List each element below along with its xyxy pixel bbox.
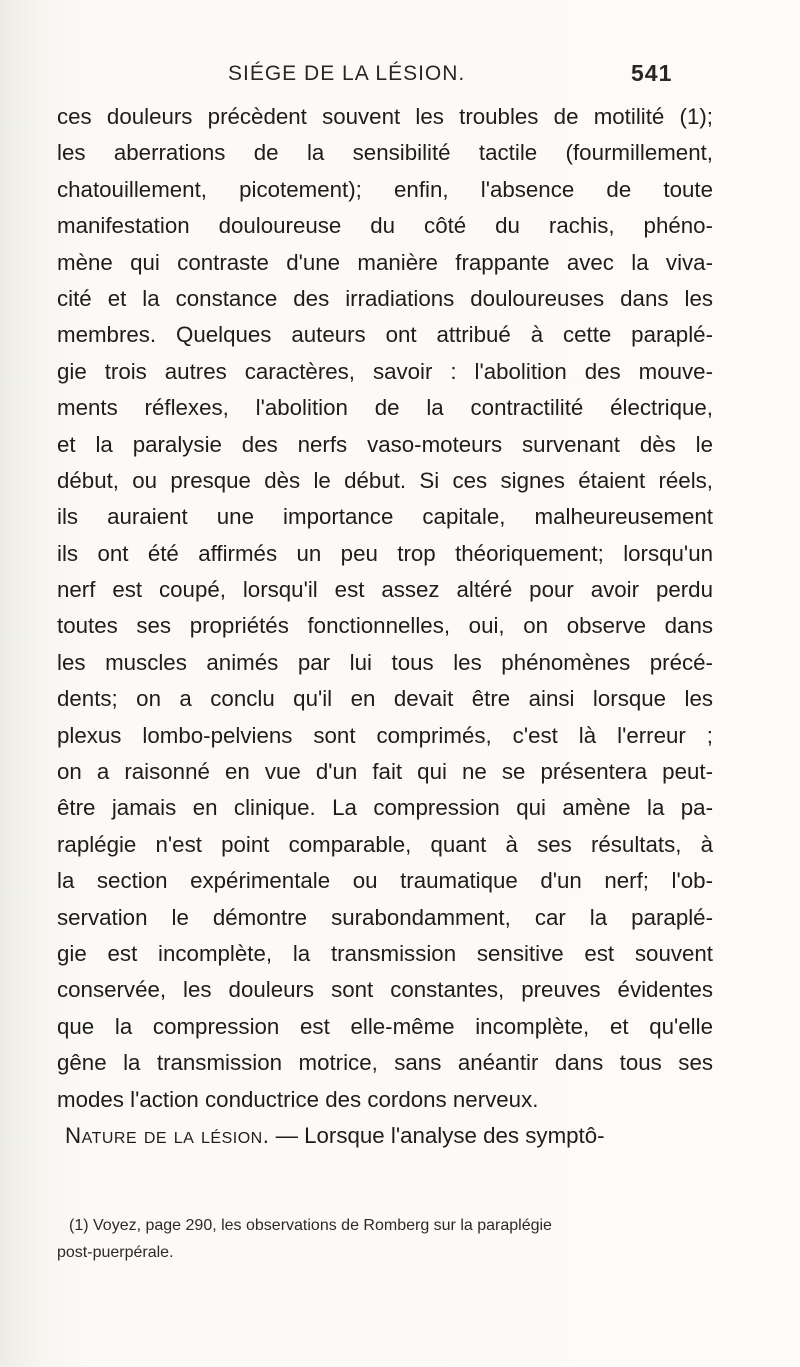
text-line: que la compression est elle-même incomplète, et qu'elle (57, 1013, 713, 1039)
text-line: les muscles animés par lui tous les phénomènes précé- (57, 649, 713, 675)
text-line: raplégie n'est point comparable, quant à ses résultats, à (57, 831, 713, 857)
body-text (57, 99, 713, 1154)
text-line: gêne la transmission motrice, sans anéantir dans tous ses (57, 1050, 713, 1076)
running-title: SIÉGE DE LA LÉSION. (228, 62, 466, 85)
text-line: cité et la constance des irradiations douloureuses dans les (57, 285, 713, 311)
section-line (57, 1118, 713, 1154)
footnote-line: (1) Voyez, page 290, les observations de Romberg sur la paraplégie (69, 1217, 552, 1234)
text-line: dents; on a conclu qu'il en devait être ainsi lorsque les (57, 686, 713, 712)
text-line: ils auraient une importance capitale, malheureusement (57, 504, 713, 530)
footnotes (57, 1212, 713, 1266)
text-line: gie est incomplète, la transmission sensitive est souvent (57, 940, 713, 966)
section-text: — Lorsque l'analyse des symptô- (275, 1122, 605, 1148)
text-line: servation le démontre surabondamment, car la paraplé- (57, 904, 713, 930)
text-line: conservée, les douleurs sont constantes, preuves évidentes (57, 977, 713, 1003)
text-line: toutes ses propriétés fonctionnelles, oui, on observe dans (57, 613, 713, 639)
text-line: les aberrations de la sensibilité tactile (fourmillement, (57, 140, 713, 166)
text-line: gie trois autres caractères, savoir : l'abolition des mouve- (57, 358, 713, 384)
text-line: modes l'action conductrice des cordons nerveux. (57, 1086, 539, 1112)
text-line: plexus lombo-pelviens sont comprimés, c'est là l'erreur ; (57, 722, 713, 748)
text-line: début, ou presque dès le début. Si ces signes étaient réels, (57, 467, 713, 493)
text-line: être jamais en clinique. La compression qui amène la pa- (57, 795, 713, 821)
footnote-line: post-puerpérale. (57, 1244, 174, 1261)
section-heading: Nature de la lésion. (65, 1122, 270, 1148)
text-line: mène qui contraste d'une manière frappante avec la viva- (57, 249, 713, 275)
text-line: ils ont été affirmés un peu trop théoriquement; lorsqu'un (57, 540, 713, 566)
text-line: ments réflexes, l'abolition de la contractilité électrique, (57, 395, 713, 421)
text-line: on a raisonné en vue d'un fait qui ne se présentera peut- (57, 759, 713, 785)
text-line: chatouillement, picotement); enfin, l'absence de toute (57, 176, 713, 202)
text-line: ces douleurs précèdent souvent les troubles de motilité (1); (57, 104, 713, 129)
text-line: la section expérimentale ou traumatique d'un nerf; l'ob- (57, 868, 713, 894)
text-line: nerf est coupé, lorsqu'il est assez altéré pour avoir perdu (57, 577, 713, 603)
page-number: 541 (631, 60, 673, 86)
text-line: et la paralysie des nerfs vaso-moteurs survenant dès le (57, 431, 713, 457)
text-line: membres. Quelques auteurs ont attribué à cette paraplé- (57, 322, 713, 348)
text-line: manifestation douloureuse du côté du rachis, phéno- (57, 213, 713, 239)
